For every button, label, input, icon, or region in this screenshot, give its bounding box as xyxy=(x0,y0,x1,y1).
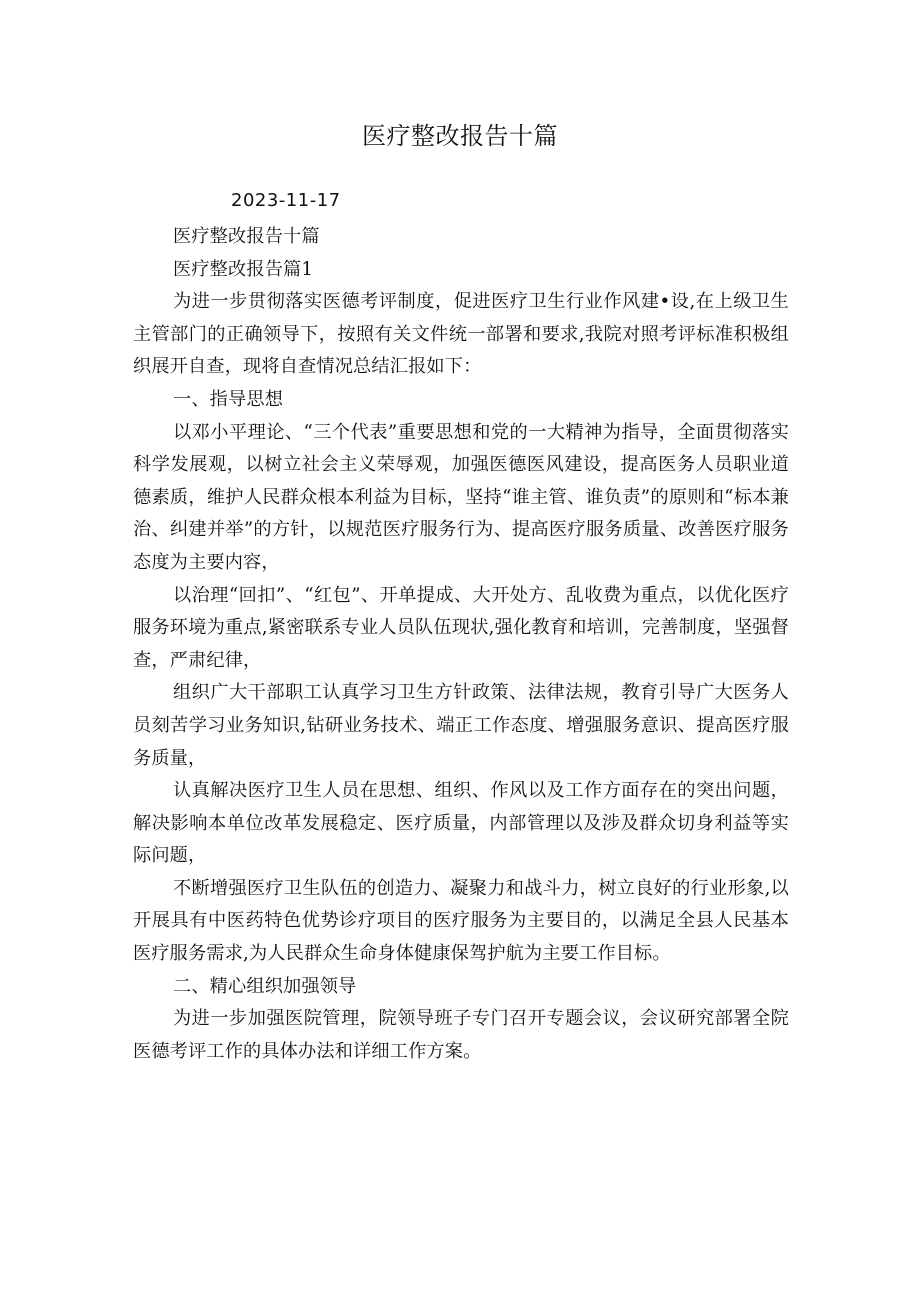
section-heading-leadership: 二、精心组织加强领导 xyxy=(173,975,357,997)
document-date: 2023-11-17 xyxy=(231,190,341,211)
subtitle-line: 医疗整改报告十篇 xyxy=(173,226,320,247)
section-heading-part1: 医疗整改报告篇1 xyxy=(173,258,314,280)
body-paragraph: 不断增强医疗卫生队伍的创造力、凝聚力和战斗力，树立良好的行业形象,以开展具有中医药特色优势诊疗项目的医疗服务为主要目的，以满足全县人民基本医疗服务需求,为人民群众生命身体健康保驾护航为主要工作目标。 xyxy=(133,877,789,965)
body-paragraph: 以治理“回扣”、“红包”、开单提成、大开处方、乱收费为重点，以优化医疗服务环境为重点,紧密联系专业人员队伍现状,强化教育和培训，完善制度，坚强督查，严肃纪律， xyxy=(133,584,789,671)
body-paragraph: 以邓小平理论、“三个代表”重要思想和党的一大精神为指导，全面贯彻落实科学发展观，以树立社会主义荣辱观，加强医德医风建设，提高医务人员职业道德素质，维护人民群众根本利益为目标，坚持“谁主管、谁负责”的原则和“标本兼治、纠建并举”的方针，以规范医疗服务行为、提高医疗服务质量、改善医疗服务态度为主要内容， xyxy=(133,421,789,573)
intro-paragraph: 为进一步贯彻落实医德考评制度，促进医疗卫生行业作风建•设,在上级卫生主管部门的正确领导下，按照有关文件统一部署和要求,我院对照考评标准积极组织展开自查，现将自查情况总结汇报如下： xyxy=(133,291,789,378)
body-paragraph: 组织广大干部职工认真学习卫生方针政策、法律法规，教育引导广大医务人员刻苦学习业务知识,钻研业务技术、端正工作态度、增强服务意识、提高医疗服务质量， xyxy=(133,682,789,769)
body-paragraph: 认真解决医疗卫生人员在思想、组织、作风以及工作方面存在的突出问题，解决影响本单位改革发展稳定、医疗质量，内部管理以及涉及群众切身利益等实际问题， xyxy=(133,780,789,867)
section-heading-guiding-ideology: 一、指导思想 xyxy=(173,388,284,410)
document-body xyxy=(133,221,789,1068)
body-paragraph: 为进一步加强医院管理，院领导班子专门召开专题会议，会议研究部署全院医德考评工作的具体办法和详细工作方案。 xyxy=(133,1008,789,1062)
document-title: 医疗整改报告十篇 xyxy=(362,122,558,150)
